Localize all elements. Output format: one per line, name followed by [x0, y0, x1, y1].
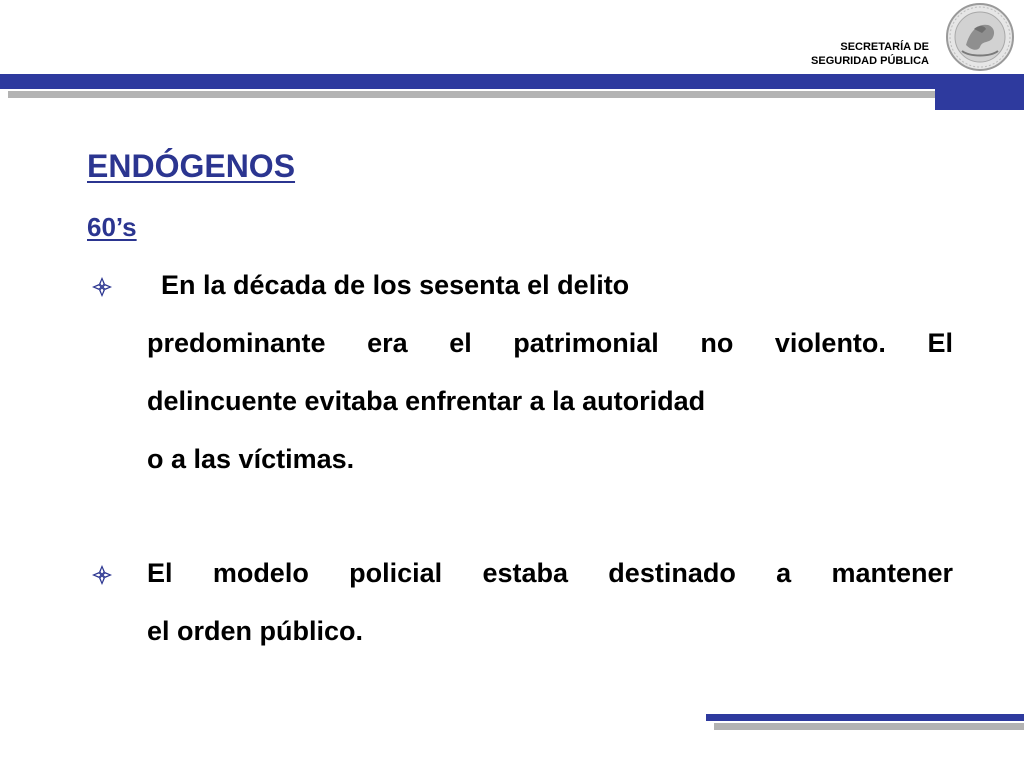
page-title: ENDÓGENOS [87, 148, 296, 184]
bullet-line: predominante era el patrimonial no violento. El [147, 328, 953, 358]
footer-shadow-bar [714, 723, 1024, 730]
agency-name-line1: SECRETARÍA DE [840, 41, 929, 53]
bullet-text [147, 558, 953, 674]
bullet-line: delincuente evitaba enfrentar a la autoridad [147, 386, 706, 416]
footer-accent-bar [706, 714, 1024, 721]
logo [935, 0, 1024, 74]
bullet-line: el orden público. [147, 616, 364, 646]
diamond-bullet-icon [91, 564, 113, 586]
header-accent-bar [0, 74, 935, 89]
bullet-line: En la década de los sesenta el delito [161, 270, 630, 300]
agency-name [811, 40, 929, 68]
diamond-bullet-icon [91, 276, 113, 298]
bullet-text [147, 270, 953, 502]
bullet-line: El modelo policial estaba destinado a mantener [147, 558, 953, 588]
header-corner-block [935, 74, 1024, 110]
coat-of-arms-seal-icon [944, 1, 1016, 73]
agency-name-line2: SEGURIDAD PÚBLICA [811, 55, 929, 67]
bullet-line: o a las víctimas. [147, 444, 355, 474]
header-shadow-bar [8, 91, 935, 98]
page-subtitle: 60’s [87, 212, 137, 242]
